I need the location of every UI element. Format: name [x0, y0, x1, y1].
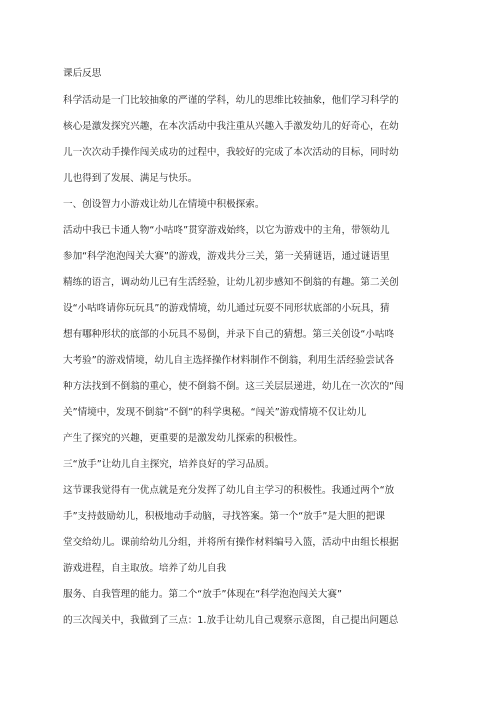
paragraph-line: 产生了探究的兴趣，更重要的是激发幼儿探索的积极性。 — [63, 433, 303, 444]
paragraph-line: 科学活动是一门比较抽象的严谨的学科，幼儿的思维比较抽象，他们学习科学的 — [63, 95, 399, 106]
section-heading: 三“放手”让幼儿自主探究，培养良好的学习品质。 — [63, 459, 275, 470]
paragraph-line: 儿一次次动手操作闯关成功的过程中，我较好的完成了本次活动的目标，同时幼 — [63, 147, 399, 158]
paragraph-line: 堂交给幼儿。课前给幼儿分组，并将所有操作材料编号入篮，活动中由组长根据 — [63, 537, 399, 548]
paragraph-line: 想有哪种形状的底部的小玩具不易倒，并录下自己的猜想。第三关创设“小咕咚 — [63, 329, 395, 340]
paragraph-line: 活动中我已卡通人物“小咕咚”贯穿游戏始终，以它为游戏中的主角，带领幼儿 — [63, 225, 390, 236]
paragraph-line: 设“小咕咚请你玩玩具”的游戏情境，幼儿通过玩耍不同形状底部的小玩具，猜 — [63, 303, 390, 314]
paragraph-line: 手”支持鼓励幼儿，积极地动手动脑，寻找答案。第一个“放手”是大胆的把课 — [63, 511, 385, 522]
paragraph-line: 参加“科学泡泡闯关大赛”的游戏，游戏共分三关，第一关猜谜语，通过谜语里 — [63, 251, 390, 262]
paragraph-line: 游戏进程，自主取放。培养了幼儿自我 — [63, 563, 227, 574]
paragraph-line: 核心是激发探究兴趣，在本次活动中我注重从兴趣入手激发幼儿的好奇心，在幼 — [63, 121, 399, 132]
paragraph-line: 的三次闯关中，我做到了三点：1.放手让幼儿自己观察示意图，自己提出问题总 — [63, 615, 399, 626]
heading-reflection: 课后反思 — [63, 68, 102, 79]
paragraph-line: 这节课我觉得有一优点就是充分发挥了幼儿自主学习的积极性。我通过两个“放 — [63, 485, 395, 496]
paragraph-line: 关”情境中，发现不倒翁“不倒”的科学奥秘。“闯关”游戏情境不仅让幼儿 — [63, 407, 367, 418]
paragraph-line: 精练的语言，调动幼儿已有生活经验，让幼儿初步感知不倒翁的有趣。第二关创 — [63, 277, 399, 288]
paragraph-line: 儿也得到了发展、满足与快乐。 — [63, 173, 198, 184]
paragraph-line: 大考验”的游戏情境，幼儿自主选择操作材料制作不倒翁，利用生活经验尝试各 — [63, 355, 395, 366]
paragraph-line: 服务、自我管理的能力。第二个“放手”体现在“科学泡泡闯关大赛” — [63, 589, 342, 600]
section-heading: 一、创设智力小游戏让幼儿在情境中积极探索。 — [63, 199, 265, 210]
paragraph-line: 种方法找到不倒翁的重心，使不倒翁不倒。这三关层层递进，幼儿在一次次的“闯 — [63, 381, 404, 392]
